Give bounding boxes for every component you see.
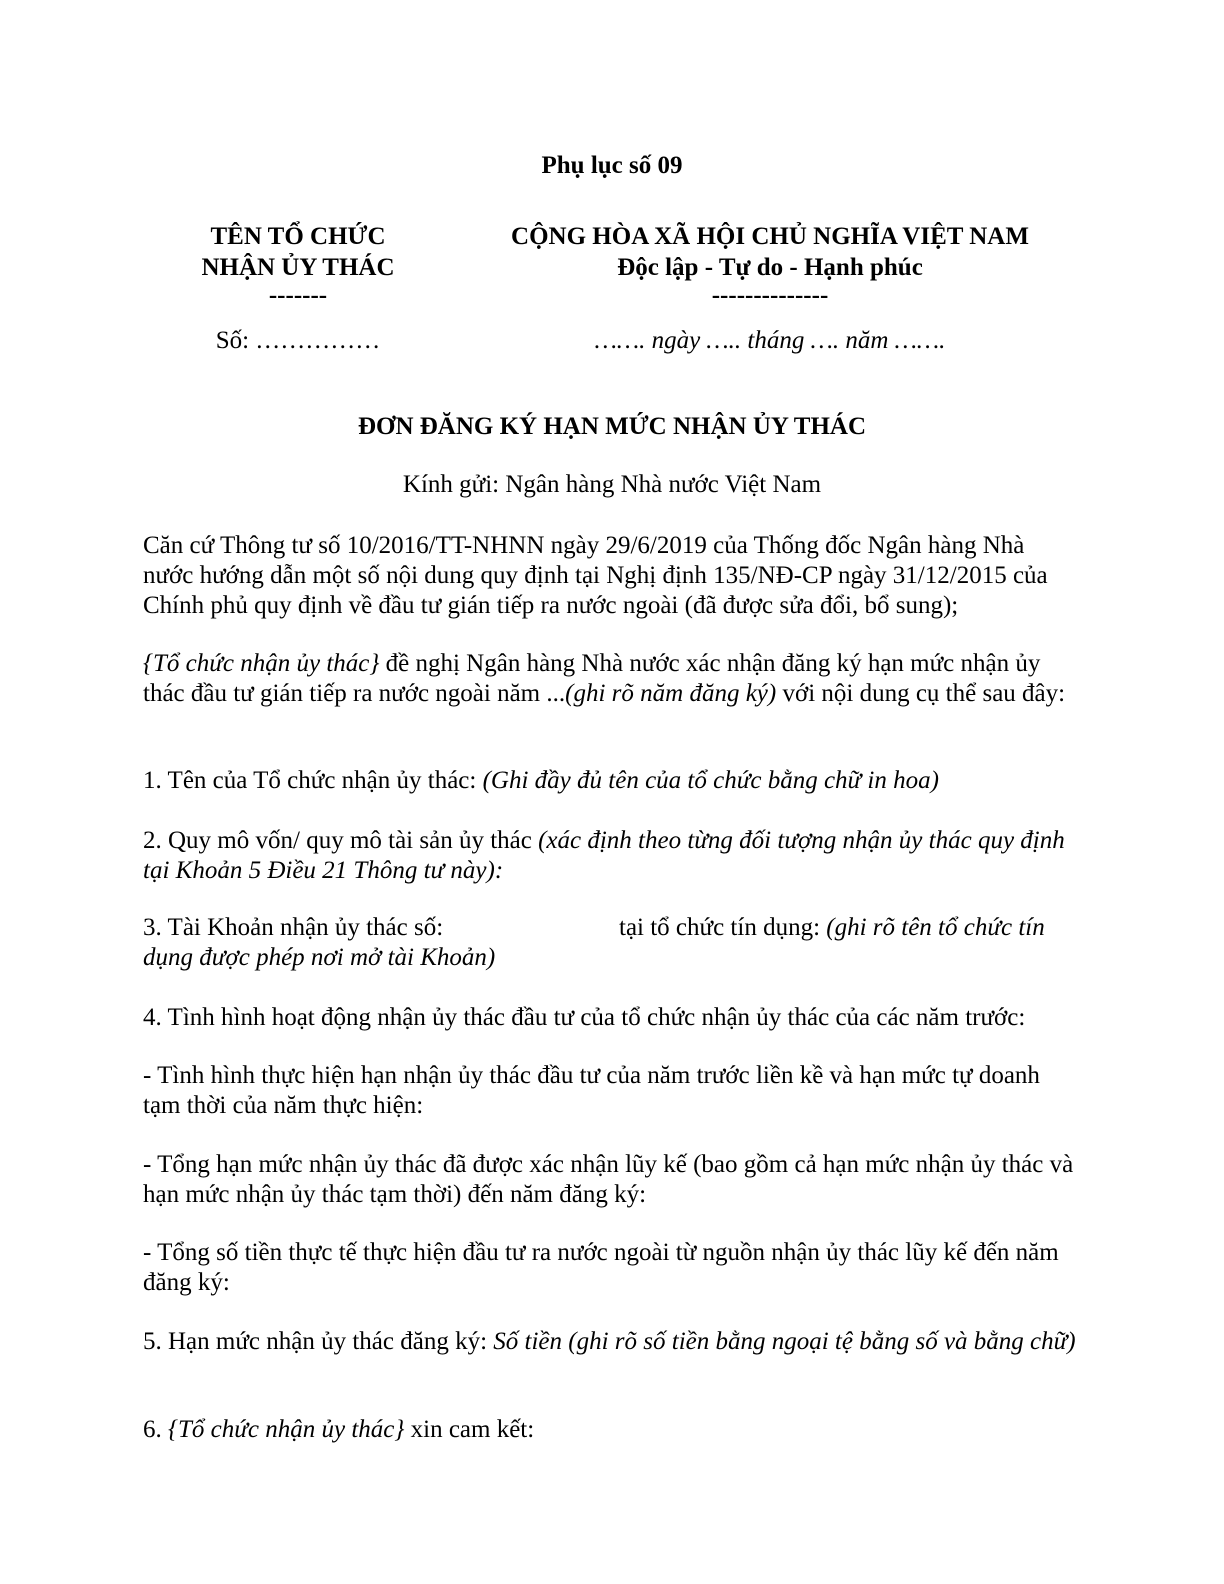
org-name-line2: NHẬN ỦY THÁC [201, 254, 395, 281]
item-3-mid: tại tổ chức tín dụng: [619, 914, 827, 941]
request-text: đề nghị Ngân hàng Nhà nước xác nhận đăng ký hạn mức nhận ủy thác đầu tư gián tiếp ra nước ngoài năm ... [143, 650, 1041, 707]
legal-basis-paragraph: Căn cứ Thông tư số 10/2016/TT-NHNN ngày 29/6/2019 của Thống đốc Ngân hàng Nhà nước hướng dẫn một số nội dung quy định tại Nghị định 135/NĐ-CP ngày 31/12/2015 của Chính phủ quy định về đầu tư gián tiếp ra nước ngoài (đã được sửa đổi, bổ sung); [143, 532, 1048, 619]
item-1-label: 1. Tên của Tổ chức nhận ủy thác: [143, 767, 483, 794]
item-2 [143, 826, 1078, 886]
item-2-note: (xác định theo từng đối tượng nhận ủy thác quy định tại Khoản 5 Điều 21 Thông tư này): [143, 827, 1065, 884]
document-title: ĐƠN ĐĂNG KÝ HẠN MỨC NHẬN ỦY THÁC [357, 413, 867, 440]
item-6 [143, 1415, 1078, 1445]
org-divider: ------- [268, 282, 328, 309]
document-number: Số: …………… [215, 327, 381, 354]
national-motto: Độc lập - Tự do - Hạnh phúc [617, 254, 923, 281]
date-line: ……. ngày ….. tháng …. năm ……. [594, 327, 946, 354]
recipient-line: Kính gửi: Ngân hàng Nhà nước Việt Nam [402, 471, 822, 498]
item-3-note-a: (ghi rõ tên tổ chức tín [826, 914, 1045, 941]
item-3-label: 3. Tài Khoản nhận ủy thác số: [143, 914, 444, 941]
item-6-org: {Tổ chức nhận ủy thác} [168, 1416, 405, 1443]
item-4-sub-2: - Tổng hạn mức nhận ủy thác đã được xác nhận lũy kế (bao gồm cả hạn mức nhận ủy thác và hạn mức nhận ủy thác tạm thời) đến năm đăng ký: [143, 1151, 1074, 1208]
item-2-label: 2. Quy mô vốn/ quy mô tài sản ủy thác [143, 827, 539, 854]
request-paragraph [143, 649, 1078, 709]
national-title: CỘNG HÒA XÃ HỘI CHỦ NGHĨA VIỆT NAM [511, 223, 1029, 250]
item-6-text: xin cam kết: [404, 1416, 535, 1443]
appendix-title: Phụ lục số 09 [541, 152, 683, 179]
item-1-note: (Ghi đầy đủ tên của tổ chức bằng chữ in hoa) [482, 767, 939, 794]
item-5-label: 5. Hạn mức nhận ủy thác đăng ký: [143, 1328, 494, 1355]
request-text-end: với nội dung cụ thể sau đây: [776, 680, 1066, 707]
item-1 [143, 766, 1078, 796]
item-4: 4. Tình hình hoạt động nhận ủy thác đầu tư của tổ chức nhận ủy thác của các năm trước: [143, 1004, 1026, 1031]
item-6-prefix: 6. [143, 1416, 168, 1443]
item-4-sub-3: - Tổng số tiền thực tế thực hiện đầu tư ra nước ngoài từ nguồn nhận ủy thác lũy kế đến năm đăng ký: [143, 1239, 1059, 1296]
org-placeholder: {Tổ chức nhận ủy thác} [143, 650, 380, 677]
item-4-sub-1: - Tình hình thực hiện hạn nhận ủy thác đầu tư của năm trước liền kề và hạn mức tự doanh tạm thời của năm thực hiện: [143, 1062, 1040, 1119]
year-note: (ghi rõ năm đăng ký) [565, 680, 777, 707]
item-3-credit-institution [619, 914, 1045, 942]
org-name-line1: TÊN TỔ CHỨC [210, 223, 386, 250]
item-5 [143, 1327, 1078, 1357]
item-3-note-b: dụng được phép nơi mở tài Khoản) [143, 944, 496, 971]
item-5-note: Số tiền (ghi rõ số tiền bằng ngoại tệ bằng số và bằng chữ) [493, 1328, 1076, 1355]
national-divider: -------------- [711, 282, 829, 309]
